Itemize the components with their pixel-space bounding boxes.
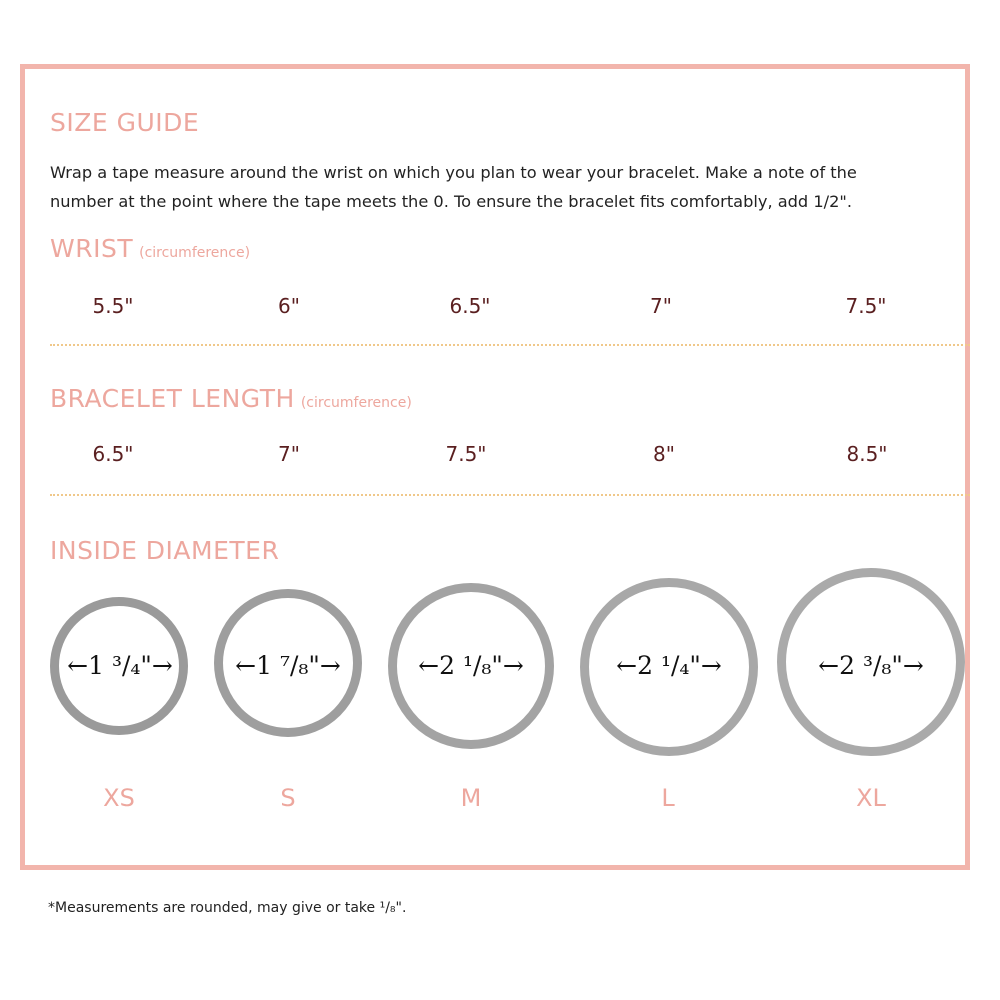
size-label-l: L <box>661 784 675 812</box>
bracelet-length-value: 7.5" <box>445 442 487 466</box>
size-label-xs: XS <box>103 784 135 812</box>
bracelet-length-value: 8.5" <box>846 442 888 466</box>
wrist-value: 7.5" <box>845 294 887 318</box>
size-guide-title: SIZE GUIDE <box>50 108 200 137</box>
bracelet-length-divider <box>50 494 970 496</box>
wrist-divider <box>50 344 970 346</box>
bracelet-length-heading: BRACELET LENGTH (circumference) <box>50 384 412 413</box>
wrist-value: 7" <box>650 294 672 318</box>
diameter-label-s: ←1 ⁷/₈"→ <box>235 650 341 680</box>
instructions-line-2: number at the point where the tape meets the 0. To ensure the bracelet fits comfortably, add 1/2". <box>50 192 852 211</box>
measurement-footnote: *Measurements are rounded, may give or take ¹/₈". <box>48 900 407 916</box>
wrist-heading: WRIST (circumference) <box>50 234 251 263</box>
instructions-line-1: Wrap a tape measure around the wrist on which you plan to wear your bracelet. Make a note of the <box>50 163 857 182</box>
wrist-value: 5.5" <box>92 294 134 318</box>
size-label-xl: XL <box>856 784 886 812</box>
bracelet-length-value: 6.5" <box>92 442 134 466</box>
bracelet-length-subtitle: (circumference) <box>300 395 412 411</box>
diameter-label-xl: ←2 ³/₈"→ <box>818 650 924 680</box>
bracelet-length-value: 8" <box>653 442 675 466</box>
diameter-label-m: ←2 ¹/₈"→ <box>418 650 524 680</box>
wrist-value: 6" <box>278 294 300 318</box>
wrist-values-row <box>0 294 1000 324</box>
diameter-label-l: ←2 ¹/₄"→ <box>616 650 722 680</box>
wrist-value: 6.5" <box>449 294 491 318</box>
inside-diameter-heading: INSIDE DIAMETER <box>50 536 280 565</box>
size-label-s: S <box>280 784 296 812</box>
size-guide-instructions <box>50 158 962 216</box>
size-label-m: M <box>460 784 482 812</box>
bracelet-length-value: 7" <box>278 442 300 466</box>
bracelet-length-values-row <box>0 442 1000 472</box>
diameter-label-xs: ←1 ³/₄"→ <box>67 650 173 680</box>
wrist-subtitle: (circumference) <box>139 245 251 261</box>
